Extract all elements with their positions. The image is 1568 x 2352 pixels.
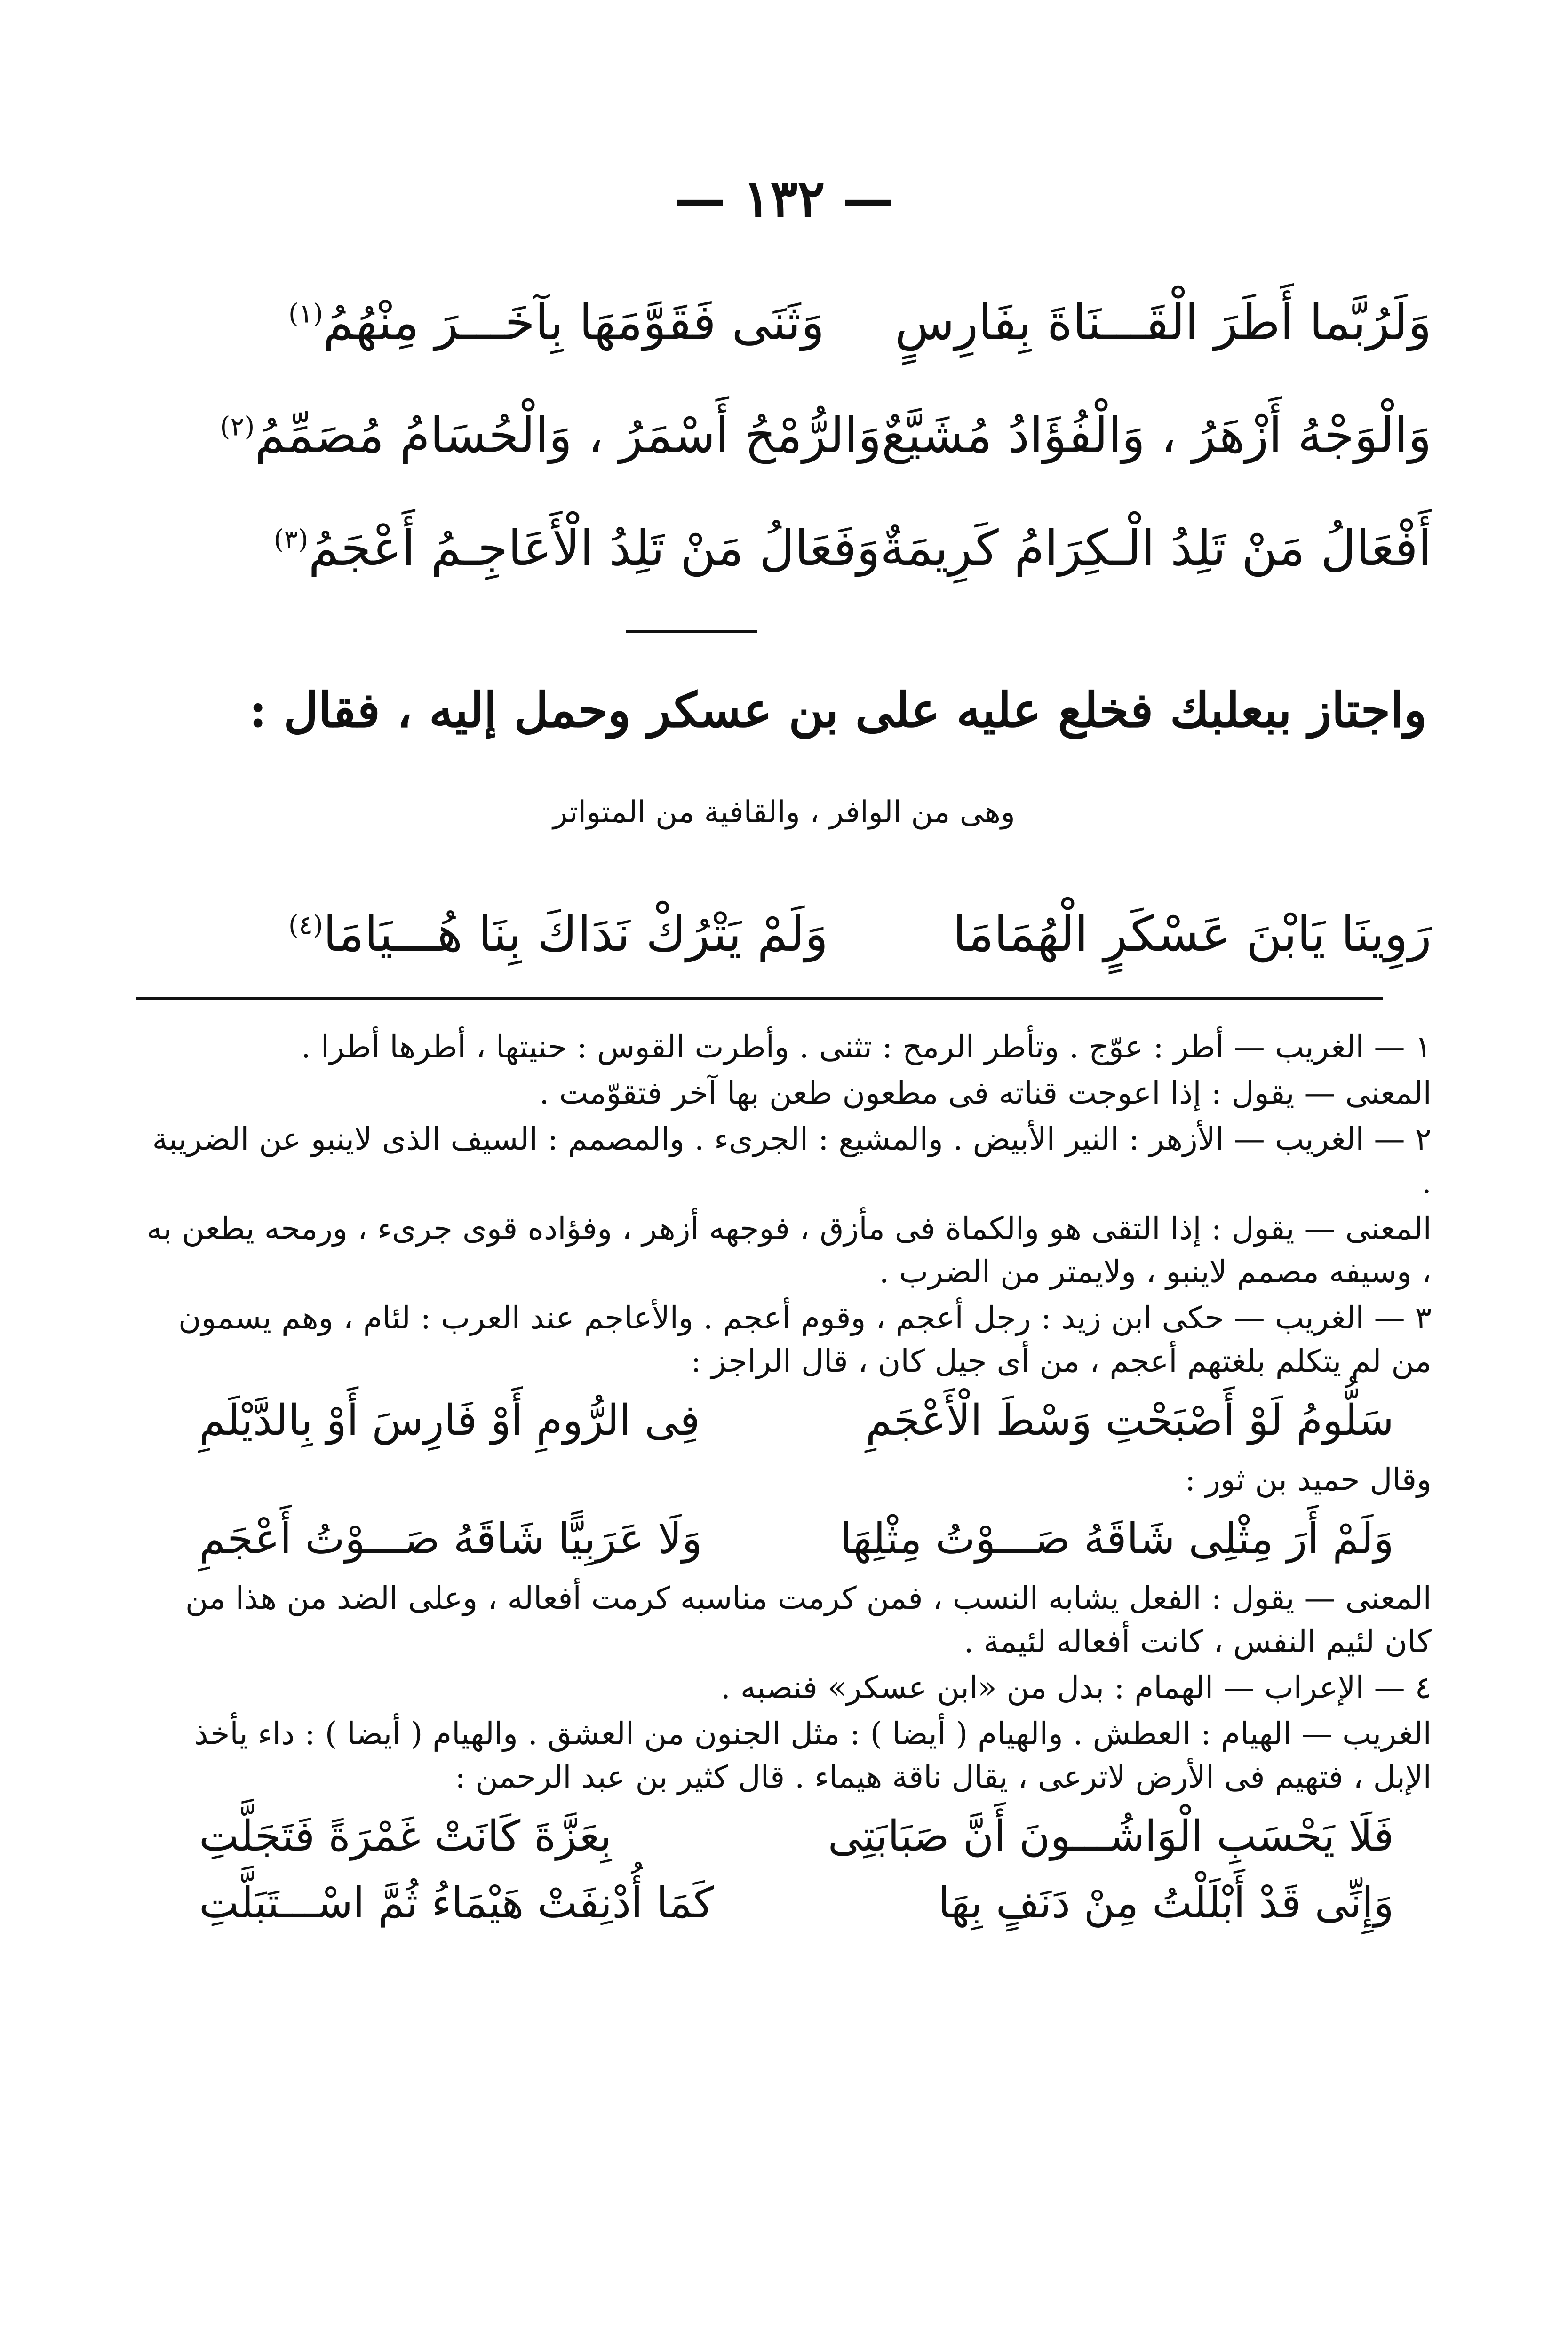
hemistich-left xyxy=(274,519,880,577)
hemistich-left: بِعَزَّةَ كَانَتْ غَمْرَةً فَتَجَلَّتِ xyxy=(199,1812,612,1861)
note-4-irab: ٤ — الإعراب — الهمام : بدل من «ابن عسكر» فنصبه . xyxy=(720,1669,1432,1706)
hemistich-left: وَلَا عَرَبِيًّا شَاقَهُ صَـــوْتُ أَعْجَمِ xyxy=(199,1514,702,1564)
hemistich-left: كَمَا أُدْنِفَتْ هَيْمَاءُ ثُمَّ اسْـــتَبَلَّتِ xyxy=(199,1878,714,1928)
hemistich-right: أَفْعَالُ مَنْ تَلِدُ الْـكِرَامُ كَرِيمَةٌ xyxy=(880,519,1432,577)
poem-verse-1 xyxy=(288,282,1432,362)
hemistich-right: فَلَا يَحْسَبِ الْوَاشُـــونَ أَنَّ صَبَابَتِى xyxy=(828,1812,1394,1861)
meter-line: وهى من الوافر ، والقافية من المتواتر xyxy=(553,795,1015,830)
main-verse xyxy=(288,894,1432,974)
note-4-verse-2 xyxy=(199,1874,1394,1932)
hemistich-text: وَالرُّمْحُ أَسْمَرُ ، وَالْحُسَامُ مُصَمِّمُ xyxy=(255,406,882,464)
note-3-maana: المعنى — يقول : الفعل يشابه النسب ، فمن كرمت مناسبه كرمت أفعاله ، وعلى الضد من هذا من كان لئيم النفس ، كانت أفعاله لئيمة . xyxy=(185,1580,1432,1660)
hemistich-left xyxy=(220,406,882,464)
footnotes xyxy=(143,1025,1432,1941)
section-heading: واجتاز ببعلبك فخلع عليه على بن عسكر وحمل إليه ، فقال : xyxy=(249,682,1427,739)
note-3-verse-2 xyxy=(199,1510,1394,1568)
hemistich-left: فِى الرُّومِ أَوْ فَارِسَ أَوْ بِالدَّيْلَمِ xyxy=(199,1396,700,1445)
hemistich-left xyxy=(288,905,828,962)
footnote-marker: (٤) xyxy=(288,910,323,941)
poem-verse-2 xyxy=(220,395,1432,475)
section-divider xyxy=(626,630,757,633)
hemistich-right: سَلُّومُ لَوْ أَصْبَحْتِ وَسْطَ الْأَعْجَمِ xyxy=(865,1396,1394,1445)
footnote-marker: (١) xyxy=(288,298,323,329)
note-3-gharib: ٣ — الغريب — حكى ابن زيد : رجل أعجم ، وقوم أعجم . والأعاجم عند العرب : لئام ، وهم يسمون من لم يتكلم بلغتهم أعجم ، من أى جيل كان ، قال الراجز : xyxy=(178,1300,1432,1379)
note-4-gharib: الغريب — الهيام : العطش . والهيام ( أيضا ) : مثل الجنون من العشق . والهيام ( أيضا ) : داء يأخذ الإبل ، فتهيم فى الأرض لاترعى ، يقال ناقة هيماء . قال كثير بن عبد الرحمن : xyxy=(194,1716,1432,1795)
note-4-verse xyxy=(199,1807,1394,1866)
hemistich-text: وَلَمْ يَتْرُكْ نَدَاكَ بِنَا هُـــيَامَا xyxy=(323,905,828,962)
hemistich-left xyxy=(288,294,825,351)
footnote-marker: (٣) xyxy=(273,524,309,555)
note-3-verse xyxy=(199,1391,1394,1450)
footnote-marker: (٢) xyxy=(220,411,255,442)
hemistich-right: رَوِينَا يَابْنَ عَسْكَرٍ الْهُمَامَا xyxy=(953,905,1432,962)
note-1-maana: المعنى — يقول : إذا اعوجت قناته فى مطعون طعن بها آخر فتقوّمت . xyxy=(539,1075,1432,1111)
hemistich-right: وَلَمْ أَرَ مِثْلِى شَاقَهُ صَـــوْتُ مِثْلِهَا xyxy=(840,1514,1394,1564)
hemistich-right: وَلَرُبَّما أَطَرَ الْقَـــنَاةَ بِفَارِسٍ xyxy=(895,294,1432,351)
hemistich-text: وَثَنَى فَقَوَّمَهَا بِآخَـــرَ مِنْهُمُ xyxy=(323,294,825,351)
poem-verse-3 xyxy=(273,508,1432,588)
hemistich-text: وَفَعَالُ مَنْ تَلِدُ الْأَعَاجِـمُ أَعْجَمُ xyxy=(308,519,881,577)
note-2-maana: المعنى — يقول : إذا التقى هو والكماة فى مأزق ، فوجهه أزهر ، وفؤاده قوى جرىء ، ورمحه يطعن به ، وسيفه مصمم لاينبو ، ولايمتر من الضرب . xyxy=(146,1210,1432,1290)
hemistich-right: وَإِنِّى قَدْ أَبْلَلْتُ مِنْ دَنَفٍ بِهَا xyxy=(938,1878,1394,1928)
footnotes-divider xyxy=(136,997,1383,1000)
note-2-gharib: ٢ — الغريب — الأزهر : النير الأبيض . والمشيع : الجرىء . والمصمم : السيف الذى لاينبو عن الضريبة . xyxy=(152,1121,1432,1200)
page-number: — ١٣٢ — xyxy=(674,169,894,229)
hemistich-right: وَالْوَجْهُ أَزْهَرُ ، وَالْفُؤَادُ مُشَيَّعٌ xyxy=(881,406,1432,464)
note-3-quote-intro: وقال حميد بن ثور : xyxy=(1185,1462,1432,1498)
note-1-gharib: ١ — الغريب — أطر : عوّج . وتأطر الرمح : تثنى . وأطرت القوس : حنيتها ، أطرها أطرا . xyxy=(301,1029,1432,1065)
